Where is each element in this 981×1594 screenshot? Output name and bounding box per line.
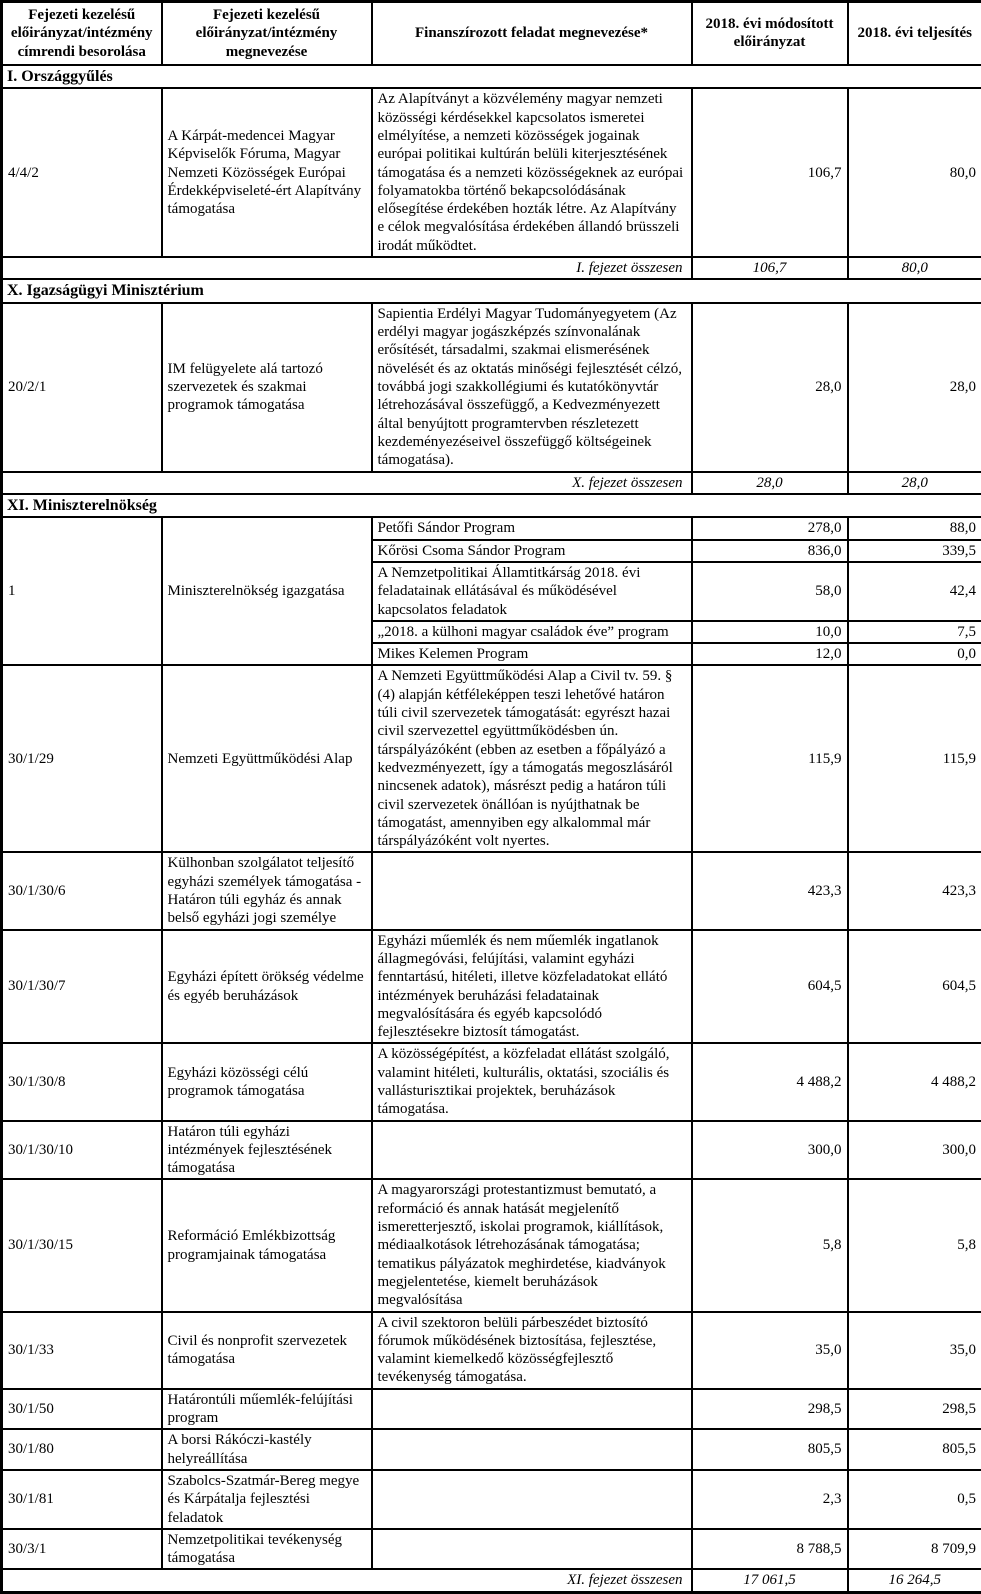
cell-task: Kőrösi Csoma Sándor Program	[372, 540, 692, 562]
section-header-XI	[2, 494, 981, 518]
cell-code: 20/2/1	[2, 303, 162, 472]
cell-modified: 58,0	[692, 562, 848, 621]
total-label: I. fejezet összesen	[2, 257, 692, 279]
column-header-classification: Fejezeti kezelésű előirányzat/intézmény címrendi besorolása	[2, 2, 162, 65]
cell-code: 30/1/30/6	[2, 852, 162, 929]
table-row-30-1-30-8	[2, 1043, 981, 1120]
table-row-30-1-30-15	[2, 1179, 981, 1311]
cell-fulfilled: 805,5	[848, 1429, 981, 1470]
table-row-20-2-1	[2, 303, 981, 472]
cell-task: „2018. a külhoni magyar családok éve” program	[372, 621, 692, 643]
cell-fulfilled: 42,4	[848, 562, 981, 621]
table-row-30-1-30-6	[2, 852, 981, 929]
cell-modified: 423,3	[692, 852, 848, 929]
cell-code: 30/1/50	[2, 1389, 162, 1430]
column-header-task: Finanszírozott feladat megnevezése*	[372, 2, 692, 65]
total-fulfilled: 16 264,5	[848, 1569, 981, 1592]
cell-fulfilled: 80,0	[848, 88, 981, 257]
cell-name: Nemzeti Együttműködési Alap	[162, 665, 372, 852]
cell-code: 30/1/29	[2, 665, 162, 852]
cell-code: 30/1/33	[2, 1312, 162, 1389]
cell-task	[372, 1429, 692, 1470]
cell-fulfilled: 7,5	[848, 621, 981, 643]
cell-fulfilled: 115,9	[848, 665, 981, 852]
cell-modified: 35,0	[692, 1312, 848, 1389]
cell-fulfilled: 8 709,9	[848, 1529, 981, 1570]
cell-task: A magyarországi protestantizmust bemutató, a reformáció és annak hatását megjelenítő ismeretterjesztő, iskolai programok, kiállítások, médiaalkotások létrehozásának támogatása; tematikus pályázatok meghirdetése, kiadványok megjelentetése, kiemelt beruházások megvalósítása	[372, 1179, 692, 1311]
cell-name: Egyházi közösségi célú programok támogatása	[162, 1043, 372, 1120]
section-title: I. Országgyűlés	[2, 65, 981, 89]
cell-name: A borsi Rákóczi-kastély helyreállítása	[162, 1429, 372, 1470]
cell-name: Határontúli műemlék-felújítási program	[162, 1389, 372, 1430]
cell-task: Sapientia Erdélyi Magyar Tudományegyetem (Az erdélyi magyar jogászképzés színvonalának erősítését, társadalmi, szakmai elismerésének növelését és az oktatás minőségi fejlesztését célzó, továbbá jogi szakkollégiumi és kutatókönyvtár létrehozásával összefüggő, a Kedvezményezett által benyújtott programtervben részletezett kezdeményezéseivel összefüggő költségeinek támogatása).	[372, 303, 692, 472]
cell-task	[372, 1529, 692, 1570]
cell-code: 30/1/30/8	[2, 1043, 162, 1120]
total-modified: 106,7	[692, 257, 848, 279]
cell-name: Külhonban szolgálatot teljesítő egyházi személyek támogatása - Határon túli egyház és annak belső egyházi jogi személye	[162, 852, 372, 929]
table-row-30-1-30-7	[2, 930, 981, 1044]
section-title: X. Igazságügyi Minisztérium	[2, 279, 981, 303]
cell-code: 30/1/30/10	[2, 1121, 162, 1180]
table-row-30-1-33	[2, 1312, 981, 1389]
total-row-I	[2, 257, 981, 279]
cell-name: Egyházi épített örökség védelme és egyéb beruházások	[162, 930, 372, 1044]
total-fulfilled: 80,0	[848, 257, 981, 279]
total-label: XI. fejezet összesen	[2, 1569, 692, 1592]
cell-task	[372, 852, 692, 929]
cell-task: Petőfi Sándor Program	[372, 517, 692, 539]
section-header-X	[2, 279, 981, 303]
cell-task	[372, 1389, 692, 1430]
cell-code: 30/1/30/15	[2, 1179, 162, 1311]
cell-task	[372, 1121, 692, 1180]
cell-code: 30/1/30/7	[2, 930, 162, 1044]
cell-fulfilled: 0,5	[848, 1470, 981, 1529]
cell-fulfilled: 4 488,2	[848, 1043, 981, 1120]
cell-fulfilled: 339,5	[848, 540, 981, 562]
cell-modified: 8 788,5	[692, 1529, 848, 1570]
table-row-30-3-1	[2, 1529, 981, 1570]
cell-modified: 12,0	[692, 643, 848, 665]
total-row-XI	[2, 1569, 981, 1592]
table-row-4-4-2	[2, 88, 981, 257]
table-row-30-1-80	[2, 1429, 981, 1470]
cell-modified: 805,5	[692, 1429, 848, 1470]
cell-task: A Nemzetpolitikai Államtitkárság 2018. évi feladatainak ellátásával és működésével kapcsolatos feladatok	[372, 562, 692, 621]
cell-fulfilled: 5,8	[848, 1179, 981, 1311]
cell-modified: 298,5	[692, 1389, 848, 1430]
cell-name: A Kárpát-medencei Magyar Képviselők Fóruma, Magyar Nemzeti Közösségek Európai Érdekképviseleté-ért Alapítvány támogatása	[162, 88, 372, 257]
cell-name: Miniszterelnökség igazgatása	[162, 517, 372, 665]
cell-modified: 2,3	[692, 1470, 848, 1529]
table-row-30-1-50	[2, 1389, 981, 1430]
total-modified: 28,0	[692, 472, 848, 494]
cell-task: A civil szektoron belüli párbeszédet biztosító fórumok működésének biztosítása, fejlesztése, valamint kiemelkedő közösségfejlesztő tevékenység támogatása.	[372, 1312, 692, 1389]
cell-task: A Nemzeti Együttműködési Alap a Civil tv. 59. § (4) alapján kétféleképpen teszi lehetővé határon túli civil szervezetek támogatását: egyrészt hazai civil szervezettel együttműködésben ún. társpályázóként (ebben az esetben a főpályázó a kedvezményezett, így a támogatás megoszlásáról nincsenek adatok), másrészt pedig a határon túli civil szervezetek önállóan is nyújthatnak be támogatást, amennyiben egy alkalommal már társpályázóként volt nyertes.	[372, 665, 692, 852]
cell-name: Szabolcs-Szatmár-Bereg megye és Kárpátalja fejlesztési feladatok	[162, 1470, 372, 1529]
table-row-30-1-29	[2, 665, 981, 852]
cell-name: Nemzetpolitikai tevékenység támogatása	[162, 1529, 372, 1570]
section-header-I	[2, 65, 981, 89]
cell-modified: 28,0	[692, 303, 848, 472]
cell-task	[372, 1470, 692, 1529]
total-fulfilled: 28,0	[848, 472, 981, 494]
cell-code: 30/1/81	[2, 1470, 162, 1529]
cell-task: A közösségépítést, a közfeladat ellátást szolgáló, valamint hitéleti, kulturális, oktatási, szociális és vallásturisztikai projektek, beruházások támogatása.	[372, 1043, 692, 1120]
cell-code: 1	[2, 517, 162, 665]
cell-fulfilled: 0,0	[848, 643, 981, 665]
cell-modified: 106,7	[692, 88, 848, 257]
cell-modified: 278,0	[692, 517, 848, 539]
cell-task: Egyházi műemlék és nem műemlék ingatlanok állagmegóvási, felújítási, valamint egyházi fenntartású, hitéleti, illetve közfeladatokat ellátó intézmények beruházási feladatainak megvalósítására és egyéb kapcsolódó fejlesztésekre biztosít támogatást.	[372, 930, 692, 1044]
cell-name: Reformáció Emlékbizottság programjainak támogatása	[162, 1179, 372, 1311]
table-row-30-1-81	[2, 1470, 981, 1529]
cell-modified: 10,0	[692, 621, 848, 643]
total-modified: 17 061,5	[692, 1569, 848, 1592]
header-row	[2, 2, 981, 65]
cell-fulfilled: 88,0	[848, 517, 981, 539]
total-row-X	[2, 472, 981, 494]
cell-fulfilled: 423,3	[848, 852, 981, 929]
cell-code: 30/3/1	[2, 1529, 162, 1570]
cell-task: Mikes Kelemen Program	[372, 643, 692, 665]
cell-modified: 604,5	[692, 930, 848, 1044]
cell-fulfilled: 298,5	[848, 1389, 981, 1430]
column-header-name: Fejezeti kezelésű előirányzat/intézmény megnevezése	[162, 2, 372, 65]
cell-name: Határon túli egyházi intézmények fejlesztésének támogatása	[162, 1121, 372, 1180]
cell-fulfilled: 604,5	[848, 930, 981, 1044]
cell-name: Civil és nonprofit szervezetek támogatása	[162, 1312, 372, 1389]
table-row-30-1-30-10	[2, 1121, 981, 1180]
cell-fulfilled: 35,0	[848, 1312, 981, 1389]
column-header-modified-budget: 2018. évi módosított előirányzat	[692, 2, 848, 65]
section-title: XI. Miniszterelnökség	[2, 494, 981, 518]
cell-modified: 5,8	[692, 1179, 848, 1311]
cell-modified: 115,9	[692, 665, 848, 852]
cell-fulfilled: 28,0	[848, 303, 981, 472]
cell-code: 30/1/80	[2, 1429, 162, 1470]
cell-name: IM felügyelete alá tartozó szervezetek és szakmai programok támogatása	[162, 303, 372, 472]
cell-task: Az Alapítványt a közvélemény magyar nemzeti közösségi kérdésekkel kapcsolatos ismeretei elmélyítése, a nemzeti közösségek jogainak európai politikai kultúrán belüli kiterjesztésének támogatása és a nemzeti közösségeknek az európai folyamatokba történő bekapcsolódásának elősegítése érdekében hozták létre. Az Alapítvány e célok megvalósítása érdekében állandó brüsszeli irodát működtet.	[372, 88, 692, 257]
cell-fulfilled: 300,0	[848, 1121, 981, 1180]
cell-modified: 4 488,2	[692, 1043, 848, 1120]
cell-modified: 836,0	[692, 540, 848, 562]
total-label: X. fejezet összesen	[2, 472, 692, 494]
column-header-fulfillment: 2018. évi teljesítés	[848, 2, 981, 65]
cell-code: 4/4/2	[2, 88, 162, 257]
table-row-1-item-1	[2, 517, 981, 539]
cell-modified: 300,0	[692, 1121, 848, 1180]
